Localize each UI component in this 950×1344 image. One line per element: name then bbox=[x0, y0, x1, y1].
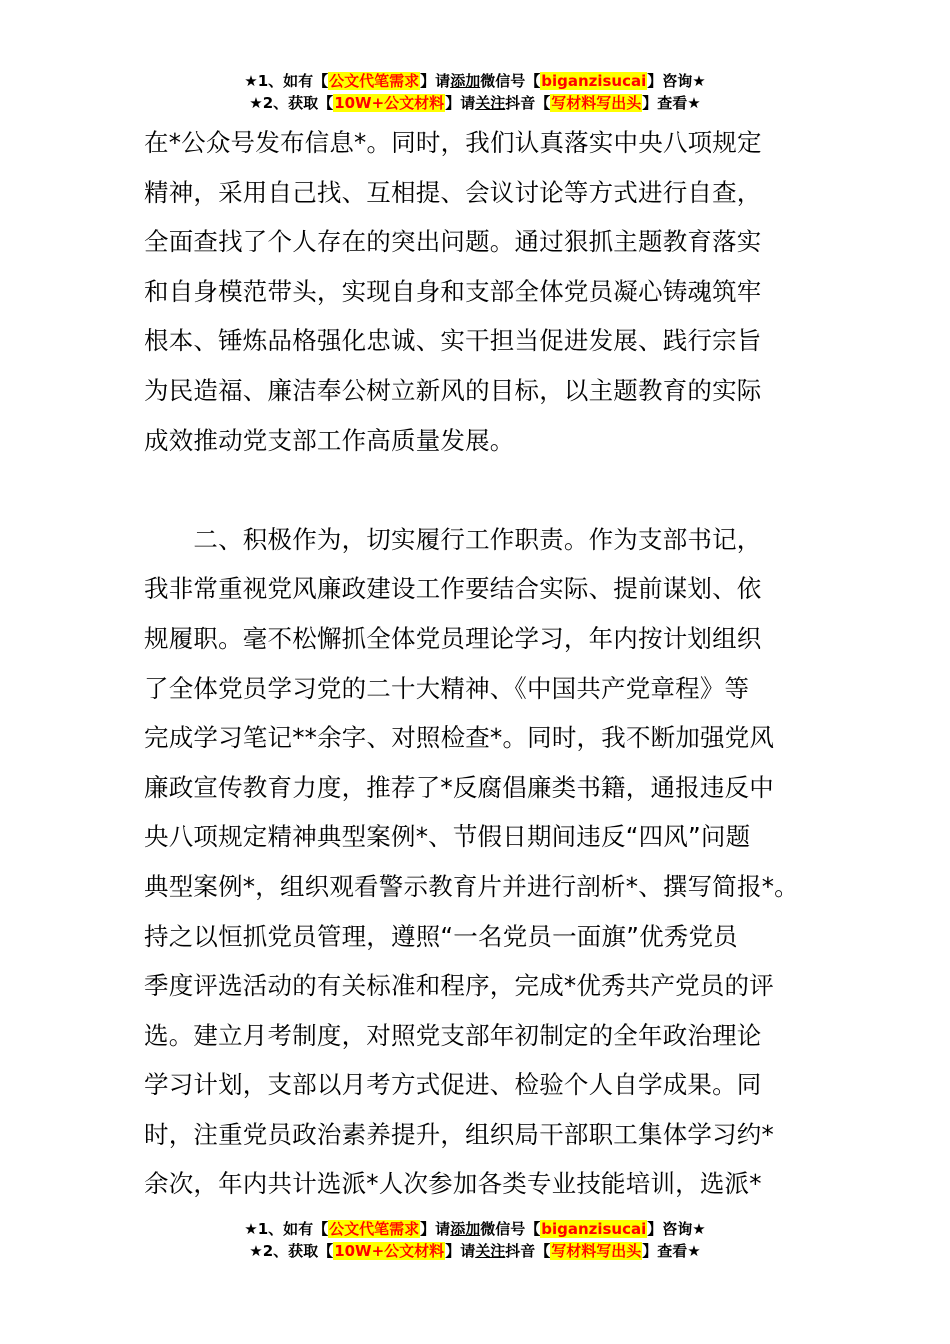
banner-line-1: ★1、如有【公文代笔需求】请添加微信号【biganzisucai】咨询★ bbox=[244, 1220, 706, 1238]
text-line: 我非常重视党风廉政建设工作要结合实际、提前谋划、依 bbox=[144, 574, 762, 604]
text-line: 典型案例*，组织观看警示教育片并进行剖析*、撰写简报*。 bbox=[144, 871, 799, 901]
text-line: 选。建立月考制度，对照党支部年初制定的全年政治理论 bbox=[144, 1020, 762, 1050]
text-line: 为民造福、廉洁奉公树立新风的目标，以主题教育的实际 bbox=[144, 375, 762, 405]
text-line: 全面查找了个人存在的突出问题。通过狠抓主题教育落实 bbox=[144, 227, 762, 257]
highlight-service: 公文代笔需求 bbox=[329, 1220, 420, 1238]
text-line: 学习计划，支部以月考方式促进、检验个人自学成果。同 bbox=[144, 1070, 762, 1100]
highlight-materials: 10W+公文材料 bbox=[334, 1242, 445, 1260]
text-line: 时，注重党员政治素养提升，组织局干部职工集体学习约* bbox=[144, 1119, 774, 1149]
text-line: 在*公众号发布信息*。同时，我们认真落实中央八项规定 bbox=[144, 128, 762, 157]
text-line: 了全体党员学习党的二十大精神、《中国共产党章程》等 bbox=[144, 673, 750, 703]
banner-line-1: ★1、如有【公文代笔需求】请添加微信号【biganzisucai】咨询★ bbox=[244, 72, 706, 90]
paragraph-gap bbox=[144, 465, 824, 515]
top-banner bbox=[0, 70, 950, 114]
text-line: 持之以恒抓党员管理，遵照“一名党员一面旗”优秀党员 bbox=[144, 921, 738, 951]
highlight-wechat-id: biganzisucai bbox=[541, 1220, 647, 1238]
banner-line-2: ★2、获取【10W+公文材料】请关注抖音【写材料写出头】查看★ bbox=[249, 1242, 701, 1260]
highlight-wechat-id: biganzisucai bbox=[541, 72, 647, 90]
text-line: 二、积极作为，切实履行工作职责。作为支部书记， bbox=[144, 524, 762, 554]
text-line: 央八项规定精神典型案例*、节假日期间违反“四风”问题 bbox=[144, 822, 751, 852]
banner-line-2: ★2、获取【10W+公文材料】请关注抖音【写材料写出头】查看★ bbox=[249, 94, 701, 112]
bottom-banner bbox=[0, 1218, 950, 1262]
text-line: 廉政宣传教育力度，推荐了*反腐倡廉类书籍，通报违反中 bbox=[144, 772, 774, 802]
text-line: 季度评选活动的有关标准和程序，完成*优秀共产党员的评 bbox=[144, 971, 774, 1001]
highlight-materials: 10W+公文材料 bbox=[334, 94, 445, 112]
paragraph-1 bbox=[144, 118, 824, 465]
highlight-douyin: 写材料写出头 bbox=[551, 1242, 642, 1260]
text-line: 余次，年内共计选派*人次参加各类专业技能培训，选派* bbox=[144, 1169, 762, 1199]
text-line: 成效推动党支部工作高质量发展。 bbox=[144, 425, 515, 455]
text-line: 规履职。毫不松懈抓全体党员理论学习，年内按计划组织 bbox=[144, 623, 762, 653]
text-line: 和自身模范带头，实现自身和支部全体党员凝心铸魂筑牢 bbox=[144, 276, 762, 306]
highlight-douyin: 写材料写出头 bbox=[551, 94, 642, 112]
paragraph-2 bbox=[144, 515, 824, 1209]
text-line: 根本、锤炼品格强化忠诚、实干担当促进发展、践行宗旨 bbox=[144, 326, 762, 356]
text-line: 完成学习笔记**余字、对照检查*。同时，我不断加强党风 bbox=[144, 723, 775, 753]
text-line: 精神，采用自己找、互相提、会议讨论等方式进行自查， bbox=[144, 177, 762, 207]
highlight-service: 公文代笔需求 bbox=[329, 72, 420, 90]
document-body bbox=[144, 118, 824, 1209]
